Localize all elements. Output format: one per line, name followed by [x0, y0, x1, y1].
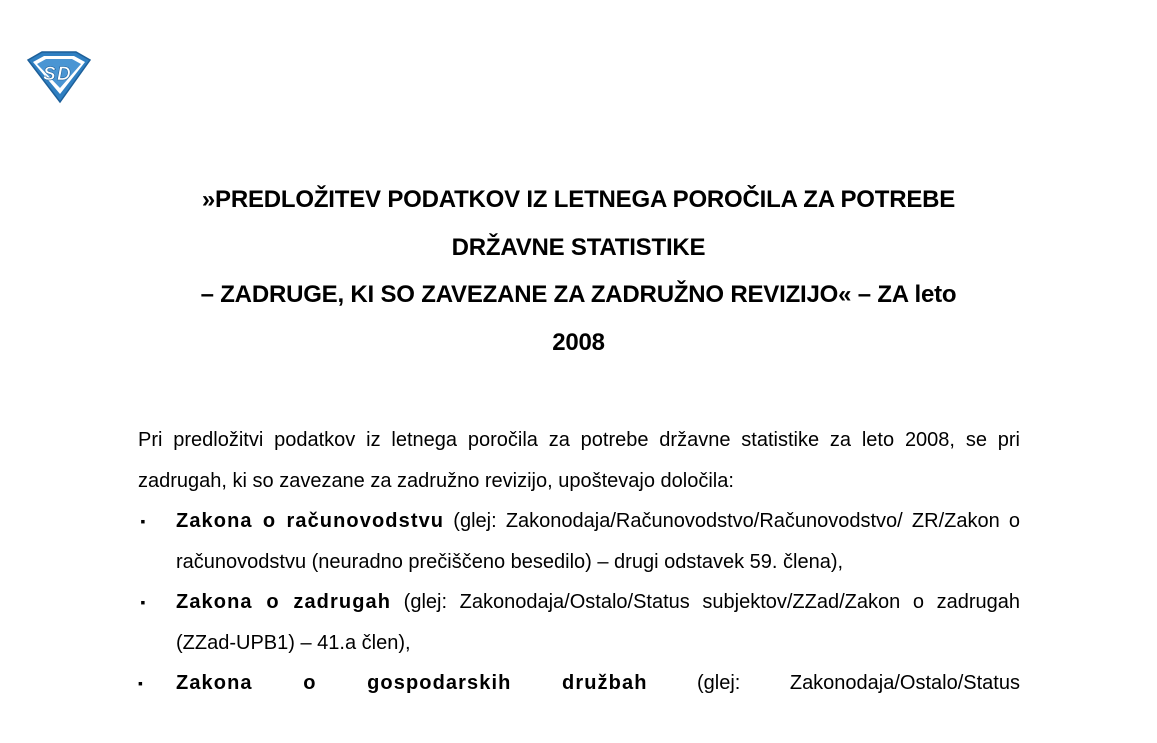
sd-diamond-logo-icon: [22, 50, 96, 104]
list-item: [138, 501, 1020, 582]
intro-paragraph: Pri predložitvi podatkov iz letnega poročila za potrebe državne statistike za leto 2008, se pri zadrugah, ki so zavezane za zadružno revizijo, upoštevajo določila:: [138, 429, 1020, 492]
law-list: [138, 501, 1020, 704]
svg-text:D: D: [57, 64, 71, 85]
law-reference: (glej: Zakonodaja/Računovodstvo/Računovodstvo/ ZR/Zakon o računovodstvu (neuradno prečiščeno besedilo) – drugi odstavek 59. člena),: [176, 510, 1020, 573]
square-bullet-icon: ▪: [140, 513, 146, 529]
svg-text:S: S: [43, 64, 56, 85]
title-line-4: 2008: [552, 328, 605, 356]
list-item: [138, 582, 1020, 663]
law-reference: (glej: Zakonodaja/Ostalo/Status subjektov/ZZad/Zakon o zadrugah (ZZad-UPB1) – 41.a člen),: [176, 591, 1020, 654]
law-reference: (glej: Zakonodaja/Ostalo/Status: [647, 672, 1020, 694]
list-item: [138, 663, 1020, 704]
logo-graphic: [22, 50, 96, 104]
law-name: Zakona o računovodstvu: [176, 510, 445, 532]
document-title: [100, 176, 1057, 366]
document-body: [138, 420, 1020, 704]
law-name: Zakona o gospodarskih družbah: [176, 672, 648, 694]
law-name: Zakona o zadrugah: [176, 591, 392, 613]
title-line-1: »PREDLOŽITEV PODATKOV IZ LETNEGA POROČILA ZA POTREBE: [201, 186, 956, 213]
square-bullet-icon: ▪: [138, 675, 143, 691]
title-line-3: – ZADRUGE, KI SO ZAVEZANE ZA ZADRUŽNO REVIZIJO« – ZA leto: [200, 281, 957, 308]
square-bullet-icon: ▪: [140, 594, 146, 610]
title-line-2: DRŽAVNE STATISTIKE: [451, 233, 706, 261]
